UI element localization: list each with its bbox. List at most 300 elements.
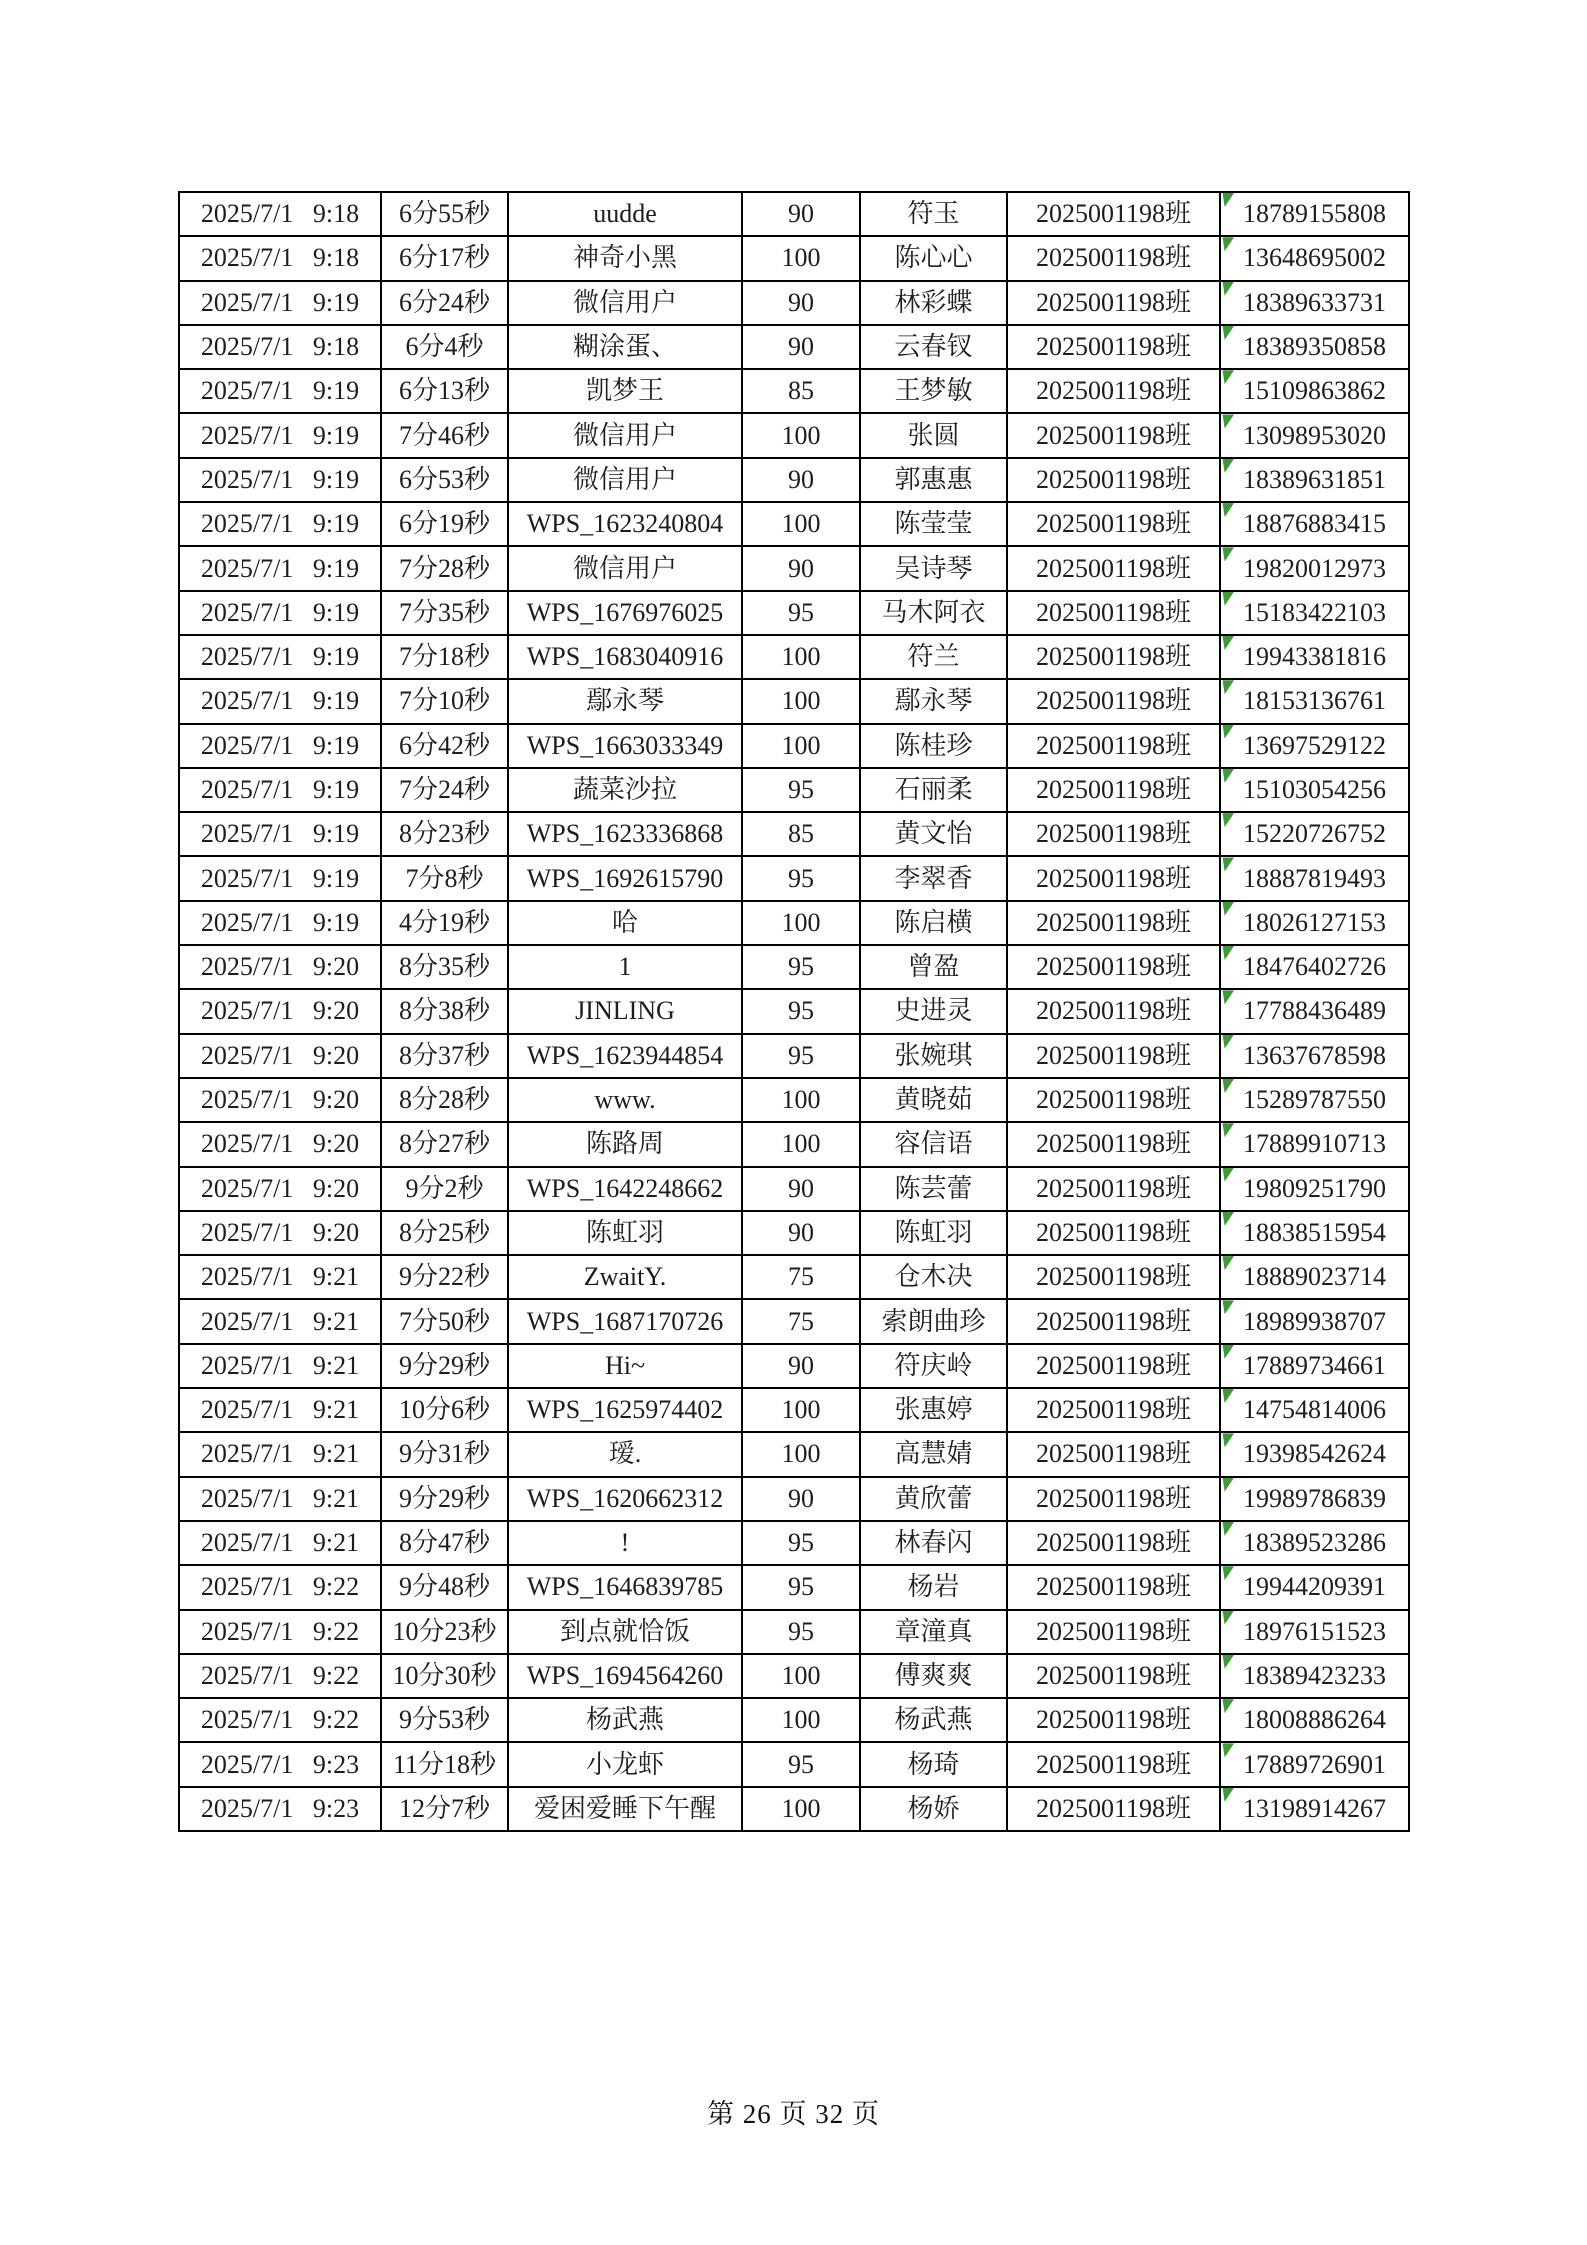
phone-text: 18389631851 (1243, 464, 1386, 494)
submit-time-cell: 2025/7/1 9:23 (179, 1742, 381, 1786)
class-cell: 2025001198班 (1007, 1787, 1220, 1831)
phone-text: 15289787550 (1243, 1085, 1386, 1115)
name-cell: 陈莹莹 (860, 502, 1007, 546)
number-stored-as-text-indicator-icon (1222, 1788, 1234, 1802)
class-cell: 2025001198班 (1007, 1255, 1220, 1299)
table-row (179, 591, 1409, 635)
score-cell: 100 (742, 724, 860, 768)
phone-cell (1220, 325, 1409, 369)
score-cell: 90 (742, 1344, 860, 1388)
class-cell: 2025001198班 (1007, 502, 1220, 546)
phone-text: 17889734661 (1243, 1350, 1386, 1380)
nickname-cell: WPS_1694564260 (508, 1654, 742, 1698)
number-stored-as-text-indicator-icon (1222, 326, 1234, 340)
score-cell: 100 (742, 413, 860, 457)
score-cell: 100 (742, 1388, 860, 1432)
score-cell: 85 (742, 369, 860, 413)
duration-cell: 10分6秒 (381, 1388, 508, 1432)
phone-text: 18389523286 (1243, 1528, 1386, 1558)
name-cell: 陈心心 (860, 236, 1007, 280)
duration-cell: 7分8秒 (381, 856, 508, 900)
phone-text: 15103054256 (1243, 775, 1386, 804)
nickname-cell: WPS_1683040916 (508, 635, 742, 679)
phone-text: 18389350858 (1243, 332, 1386, 362)
duration-cell: 6分53秒 (381, 458, 508, 502)
number-stored-as-text-indicator-icon (1222, 946, 1234, 960)
table-row (179, 192, 1409, 236)
phone-cell (1220, 1388, 1409, 1432)
number-stored-as-text-indicator-icon (1222, 1256, 1234, 1270)
submit-time-cell: 2025/7/1 9:21 (179, 1255, 381, 1299)
nickname-cell: WPS_1620662312 (508, 1477, 742, 1521)
table-row (179, 1477, 1409, 1521)
nickname-cell: WPS_1623240804 (508, 502, 742, 546)
duration-cell: 6分17秒 (381, 236, 508, 280)
number-stored-as-text-indicator-icon (1222, 990, 1234, 1004)
number-stored-as-text-indicator-icon (1222, 857, 1234, 871)
table-row (179, 1255, 1409, 1299)
class-cell: 2025001198班 (1007, 369, 1220, 413)
name-cell: 石丽柔 (860, 768, 1007, 812)
table-row (179, 281, 1409, 325)
duration-cell: 8分25秒 (381, 1211, 508, 1255)
number-stored-as-text-indicator-icon (1222, 503, 1234, 517)
table-row (179, 1654, 1409, 1698)
class-cell: 2025001198班 (1007, 1388, 1220, 1432)
number-stored-as-text-indicator-icon (1222, 725, 1234, 739)
duration-cell: 9分48秒 (381, 1565, 508, 1609)
name-cell: 林春闪 (860, 1521, 1007, 1565)
phone-text: 15220726752 (1243, 819, 1386, 849)
name-cell: 傅爽爽 (860, 1654, 1007, 1698)
phone-cell (1220, 369, 1409, 413)
class-cell: 2025001198班 (1007, 635, 1220, 679)
table-row (179, 1167, 1409, 1211)
name-cell: 陈芸蕾 (860, 1167, 1007, 1211)
phone-text: 18476402726 (1243, 952, 1386, 982)
phone-cell (1220, 1742, 1409, 1786)
nickname-cell: 瑷. (508, 1432, 742, 1476)
submit-time-cell: 2025/7/1 9:22 (179, 1698, 381, 1742)
name-cell: 黄晓茹 (860, 1078, 1007, 1122)
class-cell: 2025001198班 (1007, 1565, 1220, 1609)
number-stored-as-text-indicator-icon (1222, 370, 1234, 384)
submit-time-cell: 2025/7/1 9:20 (179, 989, 381, 1033)
nickname-cell: WPS_1625974402 (508, 1388, 742, 1432)
phone-text: 19820012973 (1243, 553, 1386, 583)
name-cell: 符庆岭 (860, 1344, 1007, 1388)
name-cell: 陈启横 (860, 901, 1007, 945)
class-cell: 2025001198班 (1007, 1432, 1220, 1476)
phone-cell (1220, 1654, 1409, 1698)
number-stored-as-text-indicator-icon (1222, 1743, 1234, 1757)
submit-time-cell: 2025/7/1 9:19 (179, 724, 381, 768)
nickname-cell: 微信用户 (508, 458, 742, 502)
name-cell: 李翠香 (860, 856, 1007, 900)
name-cell: 杨武燕 (860, 1698, 1007, 1742)
phone-cell (1220, 1698, 1409, 1742)
duration-cell: 4分19秒 (381, 901, 508, 945)
nickname-cell: WPS_1646839785 (508, 1565, 742, 1609)
number-stored-as-text-indicator-icon (1222, 1389, 1234, 1403)
phone-cell (1220, 192, 1409, 236)
number-stored-as-text-indicator-icon (1222, 414, 1234, 428)
nickname-cell: Hi~ (508, 1344, 742, 1388)
phone-cell (1220, 1787, 1409, 1831)
score-cell: 100 (742, 635, 860, 679)
duration-cell: 7分46秒 (381, 413, 508, 457)
records-table (178, 191, 1410, 1832)
table-row (179, 989, 1409, 1033)
number-stored-as-text-indicator-icon (1222, 1433, 1234, 1447)
score-cell: 75 (742, 1255, 860, 1299)
table-row (179, 635, 1409, 679)
submit-time-cell: 2025/7/1 9:21 (179, 1477, 381, 1521)
submit-time-cell: 2025/7/1 9:19 (179, 502, 381, 546)
name-cell: 张圆 (860, 413, 1007, 457)
table-row (179, 1078, 1409, 1122)
score-cell: 95 (742, 768, 860, 812)
phone-text: 19944209391 (1243, 1572, 1386, 1602)
phone-cell (1220, 1477, 1409, 1521)
phone-text: 18389423233 (1243, 1660, 1386, 1690)
number-stored-as-text-indicator-icon (1222, 237, 1234, 251)
class-cell: 2025001198班 (1007, 812, 1220, 856)
table-row (179, 1122, 1409, 1166)
class-cell: 2025001198班 (1007, 1477, 1220, 1521)
nickname-cell: uudde (508, 192, 742, 236)
submit-time-cell: 2025/7/1 9:21 (179, 1299, 381, 1343)
class-cell: 2025001198班 (1007, 724, 1220, 768)
class-cell: 2025001198班 (1007, 591, 1220, 635)
submit-time-cell: 2025/7/1 9:23 (179, 1787, 381, 1831)
submit-time-cell: 2025/7/1 9:19 (179, 458, 381, 502)
phone-cell (1220, 635, 1409, 679)
duration-cell: 8分28秒 (381, 1078, 508, 1122)
name-cell: 符兰 (860, 635, 1007, 679)
class-cell: 2025001198班 (1007, 989, 1220, 1033)
phone-text: 18153136761 (1243, 686, 1386, 716)
phone-text: 18989938707 (1243, 1306, 1386, 1336)
phone-cell (1220, 1521, 1409, 1565)
class-cell: 2025001198班 (1007, 1610, 1220, 1654)
phone-cell (1220, 1167, 1409, 1211)
phone-text: 17889910713 (1243, 1129, 1386, 1159)
submit-time-cell: 2025/7/1 9:19 (179, 768, 381, 812)
number-stored-as-text-indicator-icon (1222, 813, 1234, 827)
number-stored-as-text-indicator-icon (1222, 1300, 1234, 1314)
phone-text: 19809251790 (1243, 1173, 1386, 1203)
table-row (179, 546, 1409, 590)
table-row (179, 325, 1409, 369)
submit-time-cell: 2025/7/1 9:18 (179, 236, 381, 280)
nickname-cell: 鄢永琴 (508, 679, 742, 723)
nickname-cell: 微信用户 (508, 413, 742, 457)
name-cell: 郭惠惠 (860, 458, 1007, 502)
number-stored-as-text-indicator-icon (1222, 1699, 1234, 1713)
duration-cell: 9分2秒 (381, 1167, 508, 1211)
phone-text: 13697529122 (1243, 730, 1386, 760)
phone-text: 13198914267 (1243, 1793, 1386, 1823)
number-stored-as-text-indicator-icon (1222, 1079, 1234, 1093)
phone-text: 18789155808 (1243, 199, 1386, 229)
score-cell: 100 (742, 1078, 860, 1122)
score-cell: 90 (742, 546, 860, 590)
phone-cell (1220, 901, 1409, 945)
score-cell: 90 (742, 192, 860, 236)
score-cell: 90 (742, 458, 860, 502)
table-row (179, 1388, 1409, 1432)
number-stored-as-text-indicator-icon (1222, 1522, 1234, 1536)
table-row (179, 369, 1409, 413)
table-row (179, 1521, 1409, 1565)
phone-cell (1220, 1078, 1409, 1122)
score-cell: 100 (742, 1432, 860, 1476)
number-stored-as-text-indicator-icon (1222, 1123, 1234, 1137)
name-cell: 吴诗琴 (860, 546, 1007, 590)
class-cell: 2025001198班 (1007, 325, 1220, 369)
submit-time-cell: 2025/7/1 9:21 (179, 1432, 381, 1476)
phone-text: 15109863862 (1243, 376, 1386, 406)
duration-cell: 10分23秒 (381, 1610, 508, 1654)
phone-cell (1220, 724, 1409, 768)
table-row (179, 413, 1409, 457)
duration-cell: 9分29秒 (381, 1477, 508, 1521)
table-row (179, 1787, 1409, 1831)
phone-cell (1220, 546, 1409, 590)
submit-time-cell: 2025/7/1 9:20 (179, 1211, 381, 1255)
table-row (179, 812, 1409, 856)
phone-text: 19989786839 (1243, 1483, 1386, 1513)
nickname-cell: JINLING (508, 989, 742, 1033)
submit-time-cell: 2025/7/1 9:19 (179, 635, 381, 679)
duration-cell: 8分35秒 (381, 945, 508, 989)
duration-cell: 8分47秒 (381, 1521, 508, 1565)
table-row (179, 1698, 1409, 1742)
phone-text: 18026127153 (1243, 907, 1386, 937)
table-row (179, 458, 1409, 502)
score-cell: 100 (742, 679, 860, 723)
duration-cell: 7分35秒 (381, 591, 508, 635)
class-cell: 2025001198班 (1007, 856, 1220, 900)
number-stored-as-text-indicator-icon (1222, 282, 1234, 296)
submit-time-cell: 2025/7/1 9:18 (179, 325, 381, 369)
phone-text: 18876883415 (1243, 509, 1386, 539)
score-cell: 95 (742, 1742, 860, 1786)
phone-text: 18838515954 (1243, 1217, 1386, 1247)
submit-time-cell: 2025/7/1 9:20 (179, 1122, 381, 1166)
nickname-cell: 爱困爱睡下午醒 (508, 1787, 742, 1831)
name-cell: 黄欣蕾 (860, 1477, 1007, 1521)
phone-text: 19398542624 (1243, 1439, 1386, 1469)
table-row (179, 1610, 1409, 1654)
name-cell: 张婉琪 (860, 1034, 1007, 1078)
phone-cell (1220, 281, 1409, 325)
nickname-cell: WPS_1642248662 (508, 1167, 742, 1211)
table-row (179, 1299, 1409, 1343)
submit-time-cell: 2025/7/1 9:19 (179, 856, 381, 900)
table-row (179, 856, 1409, 900)
nickname-cell: WPS_1692615790 (508, 856, 742, 900)
duration-cell: 8分38秒 (381, 989, 508, 1033)
submit-time-cell: 2025/7/1 9:20 (179, 1034, 381, 1078)
table-row (179, 1034, 1409, 1078)
class-cell: 2025001198班 (1007, 458, 1220, 502)
duration-cell: 9分22秒 (381, 1255, 508, 1299)
phone-text: 18887819493 (1243, 863, 1386, 893)
nickname-cell: 糊涂蛋、 (508, 325, 742, 369)
number-stored-as-text-indicator-icon (1222, 1168, 1234, 1182)
number-stored-as-text-indicator-icon (1222, 1212, 1234, 1226)
duration-cell: 9分31秒 (381, 1432, 508, 1476)
nickname-cell: 1 (508, 945, 742, 989)
submit-time-cell: 2025/7/1 9:22 (179, 1654, 381, 1698)
nickname-cell: 哈 (508, 901, 742, 945)
name-cell: 张惠婷 (860, 1388, 1007, 1432)
name-cell: 鄢永琴 (860, 679, 1007, 723)
table-row (179, 945, 1409, 989)
table-row (179, 236, 1409, 280)
nickname-cell: 小龙虾 (508, 1742, 742, 1786)
class-cell: 2025001198班 (1007, 281, 1220, 325)
duration-cell: 6分42秒 (381, 724, 508, 768)
phone-cell (1220, 502, 1409, 546)
phone-cell (1220, 768, 1409, 812)
phone-text: 17889726901 (1243, 1749, 1386, 1779)
score-cell: 95 (742, 1034, 860, 1078)
table-row (179, 502, 1409, 546)
nickname-cell: 微信用户 (508, 546, 742, 590)
number-stored-as-text-indicator-icon (1222, 1566, 1234, 1580)
phone-text: 18389633731 (1243, 287, 1386, 317)
duration-cell: 12分7秒 (381, 1787, 508, 1831)
duration-cell: 6分4秒 (381, 325, 508, 369)
nickname-cell: 凯梦王 (508, 369, 742, 413)
nickname-cell: 微信用户 (508, 281, 742, 325)
number-stored-as-text-indicator-icon (1222, 1611, 1234, 1625)
nickname-cell: WPS_1623336868 (508, 812, 742, 856)
submit-time-cell: 2025/7/1 9:19 (179, 901, 381, 945)
table-row (179, 1344, 1409, 1388)
nickname-cell: WPS_1687170726 (508, 1299, 742, 1343)
nickname-cell: 蔬菜沙拉 (508, 768, 742, 812)
class-cell: 2025001198班 (1007, 236, 1220, 280)
duration-cell: 10分30秒 (381, 1654, 508, 1698)
name-cell: 云春钗 (860, 325, 1007, 369)
score-cell: 90 (742, 281, 860, 325)
number-stored-as-text-indicator-icon (1222, 769, 1234, 783)
score-cell: 90 (742, 1477, 860, 1521)
phone-cell (1220, 812, 1409, 856)
duration-cell: 6分55秒 (381, 192, 508, 236)
number-stored-as-text-indicator-icon (1222, 636, 1234, 650)
phone-text: 18889023714 (1243, 1262, 1386, 1292)
class-cell: 2025001198班 (1007, 1742, 1220, 1786)
duration-cell: 8分37秒 (381, 1034, 508, 1078)
duration-cell: 7分24秒 (381, 768, 508, 812)
phone-text: 17788436489 (1243, 996, 1386, 1026)
page-number-footer: 第 26 页 32 页 (707, 2099, 880, 2129)
duration-cell: 9分29秒 (381, 1344, 508, 1388)
submit-time-cell: 2025/7/1 9:19 (179, 413, 381, 457)
phone-cell (1220, 1565, 1409, 1609)
duration-cell: 8分27秒 (381, 1122, 508, 1166)
duration-cell: 7分28秒 (381, 546, 508, 590)
phone-text: 19943381816 (1243, 642, 1386, 672)
phone-text: 13637678598 (1243, 1040, 1386, 1070)
phone-cell (1220, 236, 1409, 280)
submit-time-cell: 2025/7/1 9:21 (179, 1344, 381, 1388)
score-cell: 95 (742, 1610, 860, 1654)
phone-text: 13098953020 (1243, 420, 1386, 450)
nickname-cell: ! (508, 1521, 742, 1565)
phone-cell (1220, 591, 1409, 635)
submit-time-cell: 2025/7/1 9:20 (179, 1167, 381, 1211)
class-cell: 2025001198班 (1007, 1034, 1220, 1078)
score-cell: 90 (742, 1211, 860, 1255)
table-row (179, 901, 1409, 945)
phone-text: 14754814006 (1243, 1395, 1386, 1425)
name-cell: 马木阿衣 (860, 591, 1007, 635)
name-cell: 杨娇 (860, 1787, 1007, 1831)
phone-cell (1220, 1211, 1409, 1255)
nickname-cell: WPS_1676976025 (508, 591, 742, 635)
number-stored-as-text-indicator-icon (1222, 1035, 1234, 1049)
table-row (179, 1742, 1409, 1786)
name-cell: 符玉 (860, 192, 1007, 236)
submit-time-cell: 2025/7/1 9:18 (179, 192, 381, 236)
nickname-cell: 神奇小黑 (508, 236, 742, 280)
score-cell: 100 (742, 502, 860, 546)
duration-cell: 7分18秒 (381, 635, 508, 679)
score-cell: 100 (742, 1698, 860, 1742)
score-cell: 90 (742, 325, 860, 369)
name-cell: 仓木决 (860, 1255, 1007, 1299)
class-cell: 2025001198班 (1007, 679, 1220, 723)
name-cell: 史进灵 (860, 989, 1007, 1033)
score-cell: 95 (742, 989, 860, 1033)
phone-cell (1220, 1610, 1409, 1654)
class-cell: 2025001198班 (1007, 768, 1220, 812)
class-cell: 2025001198班 (1007, 1299, 1220, 1343)
score-cell: 100 (742, 236, 860, 280)
nickname-cell: 杨武燕 (508, 1698, 742, 1742)
name-cell: 章潼真 (860, 1610, 1007, 1654)
duration-cell: 7分10秒 (381, 679, 508, 723)
name-cell: 曾盈 (860, 945, 1007, 989)
class-cell: 2025001198班 (1007, 192, 1220, 236)
records-table-body (179, 192, 1409, 1831)
phone-cell (1220, 1034, 1409, 1078)
table-row (179, 1211, 1409, 1255)
phone-text: 18008886264 (1243, 1705, 1386, 1735)
phone-cell (1220, 1122, 1409, 1166)
duration-cell: 6分13秒 (381, 369, 508, 413)
class-cell: 2025001198班 (1007, 945, 1220, 989)
name-cell: 林彩蝶 (860, 281, 1007, 325)
name-cell: 黄文怡 (860, 812, 1007, 856)
duration-cell: 9分53秒 (381, 1698, 508, 1742)
phone-cell (1220, 989, 1409, 1033)
score-cell: 95 (742, 1521, 860, 1565)
class-cell: 2025001198班 (1007, 1211, 1220, 1255)
class-cell: 2025001198班 (1007, 1122, 1220, 1166)
nickname-cell: WPS_1623944854 (508, 1034, 742, 1078)
submit-time-cell: 2025/7/1 9:21 (179, 1521, 381, 1565)
phone-cell (1220, 945, 1409, 989)
class-cell: 2025001198班 (1007, 1167, 1220, 1211)
number-stored-as-text-indicator-icon (1222, 459, 1234, 473)
